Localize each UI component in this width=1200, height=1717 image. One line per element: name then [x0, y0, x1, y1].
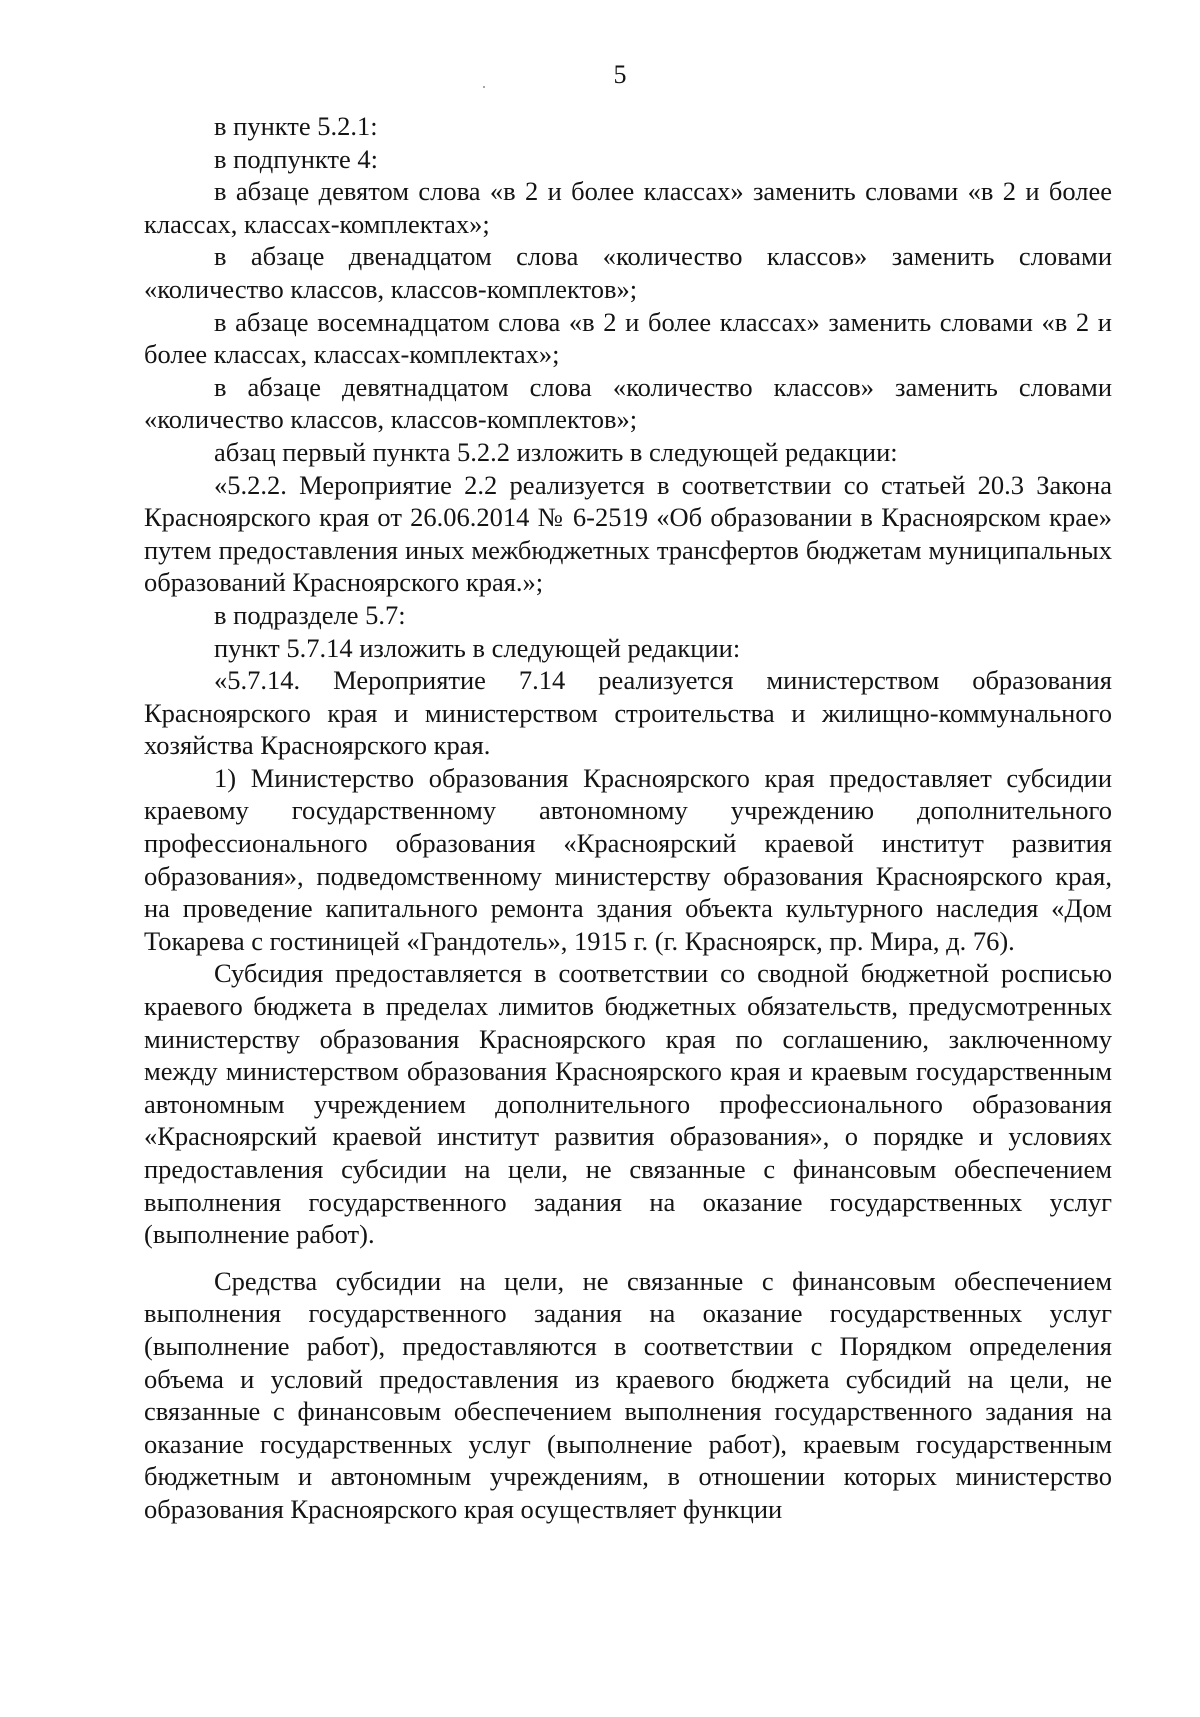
paragraph-13: Субсидия предоставляется в соответствии со сводной бюджетной росписью краевого бюджета в пределах лимитов бюджетных обязательств, предусмотренных министерству образования Красноярского края по соглашению, заключенному между министерством образования Красноярского края и краевым государственным автономным учреждением дополнительного профессионального образования «Красноярский краевой институт развития образования», о порядке и условиях предоставления субсидии на цели, не связанные с финансовым обеспечением выполнения государственного задания на оказание государственных услуг (выполнение работ). [144, 958, 1112, 1250]
page-number: 5 [613, 60, 627, 89]
scan-speck [483, 86, 485, 88]
paragraph-5: в абзаце восемнадцатом слова «в 2 и более классах» заменить словами «в 2 и более классах, классах-комплектах»; [144, 306, 1112, 370]
paragraph-8: «5.2.2. Мероприятие 2.2 реализуется в соответствии со статьей 20.3 Закона Красноярского края от 26.06.2014 № 6-2519 «Об образовании в Красноярском крае» путем предоставления иных межбюджетных трансфертов бюджетам муниципальных образований Красноярского края.»; [144, 469, 1112, 598]
paragraph-14: Средства субсидии на цели, не связанные с финансовым обеспечением выполнения государственного задания на оказание государственных услуг (выполнение работ), предоставляются в соответствии с Порядком определения объема и условий предоставления из краевого бюджета субсидий на цели, не связанные с финансовым обеспечением выполнения государственного задания на оказание государственных услуг (выполнение работ), краевым государственным бюджетным и автономным учреждениям, в отношении которых министерство образования Красноярского края осуществляет функции [144, 1265, 1112, 1524]
paragraph-11: «5.7.14. Мероприятие 7.14 реализуется министерством образования Красноярского края и министерством строительства и жилищно-коммунального хозяйства Красноярского края. [144, 665, 1112, 761]
paragraph-12: 1) Министерство образования Красноярского края предоставляет субсидии краевому государственному автономному учреждению дополнительного профессионального образования «Красноярский краевой институт развития образования», подведомственному министерству образования Красноярского края, на проведение капитального ремонта здания объекта культурного наследия «Дом Токарева с гостиницей «Грандотель», 1915 г. (г. Красноярск, пр. Мира, д. 76). [144, 762, 1112, 956]
paragraph-3: в абзаце девятом слова «в 2 и более классах» заменить словами «в 2 и более классах, классах-комплектах»; [144, 176, 1112, 239]
paragraph-2: в подпункте 4: [214, 143, 379, 174]
paragraph-6: в абзаце девятнадцатом слова «количество классов» заменить словами «количество классов, классов-комплектов»; [144, 371, 1112, 435]
paragraph-10: пункт 5.7.14 изложить в следующей редакции: [214, 632, 741, 663]
paragraph-4: в абзаце двенадцатом слова «количество классов» заменить словами «количество классов, классов-комплектов»; [144, 241, 1112, 304]
paragraph-9: в подразделе 5.7: [214, 599, 406, 630]
document-body [144, 110, 1112, 1526]
paragraph-1: в пункте 5.2.1: [214, 111, 378, 141]
paragraph-7: абзац первый пункта 5.2.2 изложить в следующей редакции: [214, 436, 898, 467]
